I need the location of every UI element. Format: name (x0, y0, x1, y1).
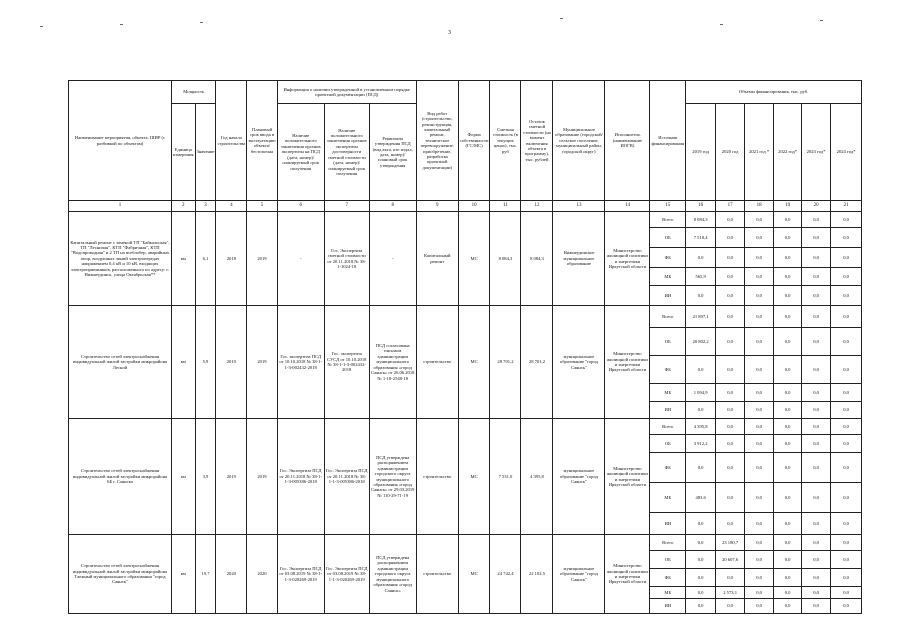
funding-value: 0,0 (686, 356, 716, 384)
object-unit: км (172, 535, 196, 614)
object-value: 6,1 (195, 212, 216, 306)
object-value: 19,7 (195, 535, 216, 614)
funding-value: 0,0 (802, 569, 831, 587)
funding-value: 0,0 (802, 513, 831, 535)
funding-value: 0,0 (802, 248, 831, 268)
object-estimate-conclusion: Гос. Экспертиза ПСД от 20.11.2018 № 38-1-1-3-005386-2018 (324, 419, 369, 535)
funding-value: 0,0 (716, 286, 745, 306)
funding-value: 0,0 (716, 228, 745, 248)
object-estimated-cost: 28 701,2 (490, 306, 521, 419)
table-row (69, 535, 862, 551)
funding-value: 0,0 (745, 248, 774, 268)
table-row (69, 212, 862, 228)
funding-value: 0,0 (745, 513, 774, 535)
funding-value: 0,0 (802, 306, 831, 328)
header-year: 2022 год* (774, 104, 802, 201)
funding-value: 0,0 (802, 356, 831, 384)
funding-value: 0,0 (774, 453, 802, 483)
funding-value: 7 518,4 (686, 228, 716, 248)
funding-value: 0,0 (831, 435, 862, 453)
object-name: Капитальный ремонт с заменой ТП "Байкальская", ТП "Лесничая", КТП "Фабричная", КТП "Водопроводная" и 2 ТП на всеблобер, аварийных опор, воздушных линий электропередач напряжением 0,4 кВ и 10 кВ, входящих электроприемников, расположенного по адресу: г. Нижнеудинск, улица Октябрьская** (69, 212, 172, 306)
object-value: 3,9 (195, 419, 216, 535)
object-approval: - (369, 212, 416, 306)
funding-value: 0,0 (774, 513, 802, 535)
funding-value: 0,0 (774, 483, 802, 513)
column-number: 9 (416, 201, 458, 212)
column-number-row (69, 201, 862, 212)
scan-speck (200, 22, 203, 23)
object-remaining-cost: 8 084,3 (521, 212, 553, 306)
object-name: Строительство сетей электроснабжения индивидуальной жилой застройки микрорайона 6Б г. Саянска (69, 419, 172, 535)
funding-source: ОБ (650, 551, 686, 569)
funding-value: 0,0 (686, 453, 716, 483)
funding-value: 0,0 (745, 483, 774, 513)
funding-source: ИИ (650, 599, 686, 614)
funding-value: 0,0 (686, 402, 716, 419)
funding-value: 0,0 (831, 212, 862, 228)
funding-value: 0,0 (745, 212, 774, 228)
funding-value: 0,0 (774, 551, 802, 569)
object-municipality: Нижнеудинское муниципальное образование (553, 212, 605, 306)
object-year-end: 2019 (247, 212, 278, 306)
funding-value: 0,0 (716, 356, 745, 384)
funding-value: 0,0 (745, 306, 774, 328)
funding-value: 0,0 (802, 384, 831, 402)
funding-value: 0,0 (716, 384, 745, 402)
object-work-type: Капитальный ремонт (416, 212, 458, 306)
header-name: Наименование мероприятия, объекта, ШИР (с разбивкой по объектам) (69, 81, 172, 201)
funding-value: 0,0 (774, 356, 802, 384)
funding-value: 0,0 (745, 384, 774, 402)
column-number: 20 (802, 201, 831, 212)
funding-source: МБ (650, 268, 686, 286)
column-number: 11 (490, 201, 521, 212)
funding-source: Всего (650, 306, 686, 328)
funding-value: 0,0 (745, 435, 774, 453)
funding-value: 0,0 (831, 483, 862, 513)
funding-value: 0,0 (745, 569, 774, 587)
funding-source: ИИ (650, 402, 686, 419)
funding-value: 0,0 (716, 599, 745, 614)
header-year-start: Год начала строительства (216, 81, 247, 201)
object-remaining-cost: 4 395,8 (521, 419, 553, 535)
funding-value: 0,0 (745, 599, 774, 614)
header-year: 2023 год* (802, 104, 831, 201)
funding-value: 4 395,8 (686, 419, 716, 435)
funding-value: 0,0 (831, 513, 862, 535)
funding-value: 0,0 (831, 228, 862, 248)
funding-value: 0,0 (802, 328, 831, 356)
funding-source: МБ (650, 384, 686, 402)
funding-value: 0,0 (774, 328, 802, 356)
object-estimate-conclusion: Гос. Экспертиза ПСД от 03.08.2019 № 38-1-1-3-020269-2019 (324, 535, 369, 614)
column-number: 15 (650, 201, 686, 212)
funding-value: 21 897,1 (686, 306, 716, 328)
object-approval: ПСД утверждена распоряжением администрации городского округа муниципального образования «город Саянск» (369, 535, 416, 614)
column-number: 7 (324, 201, 369, 212)
funding-value: 0,0 (774, 435, 802, 453)
funding-value: 23 180,7 (716, 535, 745, 551)
funding-value: 0,0 (716, 328, 745, 356)
object-ownership: МС (458, 535, 490, 614)
funding-value: 0,0 (774, 268, 802, 286)
funding-value: 0,0 (831, 248, 862, 268)
financing-table (68, 80, 862, 614)
header-executor: Исполнитель (наименование ИОГВ) (605, 81, 650, 201)
funding-source: ФБ (650, 453, 686, 483)
column-number: 6 (277, 201, 324, 212)
object-executor: Министерство жилищной политики и энергетики Иркутской области (605, 419, 650, 535)
object-name: Строительство сетей электроснабжения индивидуальной жилой застройки микрорайона Таежный муниципального образования "город Саянск" (69, 535, 172, 614)
funding-value: 3 912,2 (686, 435, 716, 453)
funding-value: 0,0 (831, 306, 862, 328)
object-work-type: строительство (416, 535, 458, 614)
funding-source: ФБ (650, 248, 686, 268)
funding-value: 565,9 (686, 268, 716, 286)
header-funding-source: Источник финансирования (650, 81, 686, 201)
funding-value: 0,0 (745, 286, 774, 306)
scan-speck (120, 24, 123, 25)
scan-speck (820, 20, 823, 21)
object-ownership: МС (458, 212, 490, 306)
object-municipality: муниципальное образование "город Саянск" (553, 419, 605, 535)
header-remaining-cost: Остаток сметной стоимости (на момент включения объекта в программу), тыс. рублей (521, 81, 553, 201)
funding-source: МБ (650, 587, 686, 599)
funding-value: 0,0 (774, 306, 802, 328)
funding-source: ОБ (650, 435, 686, 453)
funding-value: 0,0 (716, 306, 745, 328)
header-estimated-cost: Сметная стоимость (в текущих ценах), тыс. руб (490, 81, 521, 201)
funding-value: 0,0 (802, 599, 831, 614)
header-year: 2024 год* (831, 104, 862, 201)
column-number: 13 (553, 201, 605, 212)
header-municipality: Муниципальное образование (городской/сельское поселение, муниципальный район, городской округ) (553, 81, 605, 201)
funding-source: Всего (650, 419, 686, 435)
object-estimated-cost: 8 084,3 (490, 212, 521, 306)
column-number: 8 (369, 201, 416, 212)
funding-value: 0,0 (745, 551, 774, 569)
column-number: 21 (831, 201, 862, 212)
column-number: 17 (716, 201, 745, 212)
funding-value: 0,0 (774, 402, 802, 419)
funding-value: 0,0 (831, 453, 862, 483)
object-year-end: 2020 (247, 535, 278, 614)
object-remaining-cost: 22 102,5 (521, 535, 553, 614)
column-number: 3 (195, 201, 216, 212)
column-number: 16 (686, 201, 716, 212)
table-row (69, 419, 862, 435)
funding-value: 0,0 (745, 402, 774, 419)
funding-source: ИИ (650, 286, 686, 306)
funding-value: 0,0 (774, 535, 802, 551)
column-number: 1 (69, 201, 172, 212)
header-project-info: Информация о наличии утвержденной в установленном порядке проектной документации (ПСД) (277, 81, 416, 104)
funding-value: 0,0 (831, 286, 862, 306)
funding-value: 0,0 (745, 356, 774, 384)
funding-value: 0,0 (802, 535, 831, 551)
funding-value: 0,0 (802, 435, 831, 453)
funding-value: 0,0 (831, 599, 862, 614)
scan-speck (560, 18, 563, 19)
funding-value: 0,0 (774, 599, 802, 614)
funding-value: 0,0 (831, 384, 862, 402)
object-executor: Министерство жилищной политики и энергетики Иркутской области (605, 535, 650, 614)
funding-value: 0,0 (686, 535, 716, 551)
funding-value: 0,0 (774, 286, 802, 306)
funding-value: 0,0 (745, 268, 774, 286)
funding-value: 0,0 (716, 268, 745, 286)
object-unit: км (172, 212, 196, 306)
funding-value: 0,0 (831, 356, 862, 384)
funding-value: 1 094,9 (686, 384, 716, 402)
funding-value: 0,0 (716, 248, 745, 268)
funding-value: 0,0 (802, 551, 831, 569)
funding-value: 0,0 (774, 419, 802, 435)
column-number: 10 (458, 201, 490, 212)
funding-value: 0,0 (831, 402, 862, 419)
column-number: 4 (216, 201, 247, 212)
funding-value: 0,0 (774, 212, 802, 228)
funding-source: Всего (650, 535, 686, 551)
funding-value: 0,0 (831, 419, 862, 435)
funding-value: 0,0 (774, 228, 802, 248)
header-funding-volumes: Объемы финансирования, тыс. руб. (686, 81, 862, 104)
funding-value: 0,0 (802, 212, 831, 228)
funding-value: 0,0 (716, 212, 745, 228)
funding-value: 0,0 (745, 228, 774, 248)
object-executor: Министерство жилищной политики и энергетики Иркутской области (605, 212, 650, 306)
column-number: 14 (605, 201, 650, 212)
funding-value: 0,0 (831, 587, 862, 599)
object-positive-conclusion: Гос. Экспертиза ПСД от 03.08.2019 № 38-1-1-3-020269-2019 (277, 535, 324, 614)
header-year-end: Плановый срок ввода в эксплуатацию объекта/бестопочна (247, 81, 278, 201)
funding-value: 0,0 (831, 268, 862, 286)
object-approval: ПСД согласована письмом администрации муниципального образования «город Саянск» от 26.06.2018 № 1-18-2548-18 (369, 306, 416, 419)
funding-value: 20 607,6 (716, 551, 745, 569)
object-estimate-conclusion: Гос. экспертиза СУСД от 10.10.2018 № 38-1-1-3-002432-2018 (324, 306, 369, 419)
funding-value: 0,0 (716, 569, 745, 587)
funding-value: 20 802,2 (686, 328, 716, 356)
object-positive-conclusion: Гос. экспертиза ПСД от 10.10.2018 № 38-1-1-3-002432-2018 (277, 306, 324, 419)
funding-value: 0,0 (716, 513, 745, 535)
funding-value: 0,0 (686, 513, 716, 535)
funding-value: 0,0 (745, 587, 774, 599)
funding-value: 0,0 (745, 453, 774, 483)
header-work-type: Вид работ (строительство, реконструкция, капитальный ремонт, техническое перевооружение, приобретение, разработка проектной документации) (416, 81, 458, 201)
funding-value: 0,0 (802, 453, 831, 483)
object-municipality: муниципальное образование "город Саянск" (553, 535, 605, 614)
funding-value: 0,0 (745, 328, 774, 356)
header-estimate-conclusion: Наличие положительного заключения органов экспертизы достоверности сметной стоимости (дата, номер)/планируемый срок получения (324, 104, 369, 201)
funding-value: 0,0 (774, 569, 802, 587)
header-positive-conclusion: Наличие положительного заключения органов экспертизы на ПСД (дата, номер)/планируемый срок получения (277, 104, 324, 201)
funding-value: 0,0 (716, 402, 745, 419)
header-year: 2019 год (686, 104, 716, 201)
object-name: Строительство сетей электроснабжения индивидуальной жилой застройки микрорайона Лесной (69, 306, 172, 419)
funding-source: ФБ (650, 356, 686, 384)
funding-value: 0,0 (802, 286, 831, 306)
funding-value: 0,0 (686, 286, 716, 306)
funding-source: Всего (650, 212, 686, 228)
object-estimated-cost: 24 742,4 (490, 535, 521, 614)
object-year-start: 2019 (216, 419, 247, 535)
object-approval: ПСД утверждена распоряжением администрации городского округа муниципального образования «город Саянск» от 29.03.2019 № 110-29-71-19 (369, 419, 416, 535)
funding-value: 0,0 (831, 569, 862, 587)
page-number: 3 (448, 30, 451, 36)
funding-value: 0,0 (802, 228, 831, 248)
funding-value: 0,0 (831, 535, 862, 551)
scan-speck (40, 26, 43, 27)
object-unit: км (172, 306, 196, 419)
object-value: 5,9 (195, 306, 216, 419)
funding-source: ФБ (650, 569, 686, 587)
funding-source: ИИ (650, 513, 686, 535)
object-ownership: МС (458, 306, 490, 419)
header-year: 2021 год * (745, 104, 774, 201)
object-year-end: 2019 (247, 306, 278, 419)
object-year-start: 2018 (216, 212, 247, 306)
funding-value: 0,0 (686, 569, 716, 587)
funding-value: 0,0 (716, 483, 745, 513)
object-work-type: строительство (416, 419, 458, 535)
funding-source: ОБ (650, 228, 686, 248)
column-number: 12 (521, 201, 553, 212)
funding-value: 0,0 (716, 453, 745, 483)
object-work-type: строительство (416, 306, 458, 419)
funding-value: 2 573,1 (716, 587, 745, 599)
funding-value: 0,0 (831, 328, 862, 356)
object-remaining-cost: 28 701,2 (521, 306, 553, 419)
funding-value: 0,0 (774, 587, 802, 599)
column-number: 19 (774, 201, 802, 212)
table-row (69, 306, 862, 328)
funding-value: 8 084,3 (686, 212, 716, 228)
funding-value: 0,0 (686, 248, 716, 268)
funding-source: ОБ (650, 328, 686, 356)
funding-value: 0,0 (686, 587, 716, 599)
header-value: Значение (195, 104, 216, 201)
funding-value: 0,0 (802, 402, 831, 419)
object-municipality: муниципальное образование "город Саянск" (553, 306, 605, 419)
column-number: 18 (745, 201, 774, 212)
object-estimate-conclusion: Гос. Экспертиза сметной стоимости от 20.11.2018 № 38-1-1024-18 (324, 212, 369, 306)
funding-value: 0,0 (774, 248, 802, 268)
header-capacity: Мощность (172, 81, 216, 104)
column-number: 2 (172, 201, 196, 212)
object-unit: км (172, 419, 196, 535)
funding-source: МБ (650, 483, 686, 513)
header-year: 2020 год (716, 104, 745, 201)
object-positive-conclusion: Гос. Экспертиза ПСД от 20.11.2018 № 38-1-1-3-005386-2018 (277, 419, 324, 535)
funding-value: 0,0 (745, 419, 774, 435)
header-ownership: Форма собственности (ГС/МС) (458, 81, 490, 201)
header-unit: Единица измерения (172, 104, 196, 201)
object-year-end: 2019 (247, 419, 278, 535)
object-year-start: 2020 (216, 535, 247, 614)
funding-value: 0,0 (686, 599, 716, 614)
object-ownership: МС (458, 419, 490, 535)
object-estimated-cost: 7 531,0 (490, 419, 521, 535)
funding-value: 0,0 (774, 384, 802, 402)
funding-value: 0,0 (716, 419, 745, 435)
scan-speck (720, 24, 723, 25)
funding-value: 0,0 (745, 535, 774, 551)
funding-value: 483,6 (686, 483, 716, 513)
object-positive-conclusion: - (277, 212, 324, 306)
object-year-start: 2019 (216, 306, 247, 419)
funding-value: 0,0 (802, 268, 831, 286)
object-executor: Министерство жилищной политики и энергетики Иркутской области (605, 306, 650, 419)
funding-value: 0,0 (802, 483, 831, 513)
funding-value: 0,0 (831, 551, 862, 569)
funding-value: 0,0 (802, 587, 831, 599)
funding-value: 0,0 (716, 435, 745, 453)
column-number: 5 (247, 201, 278, 212)
funding-value: 0,0 (802, 419, 831, 435)
header-approval-details: Реквизиты утверждения ПСД (вид акта, кто издал, дата, номер)/плановый срок утверждения (369, 104, 416, 201)
funding-value: 0,0 (686, 551, 716, 569)
